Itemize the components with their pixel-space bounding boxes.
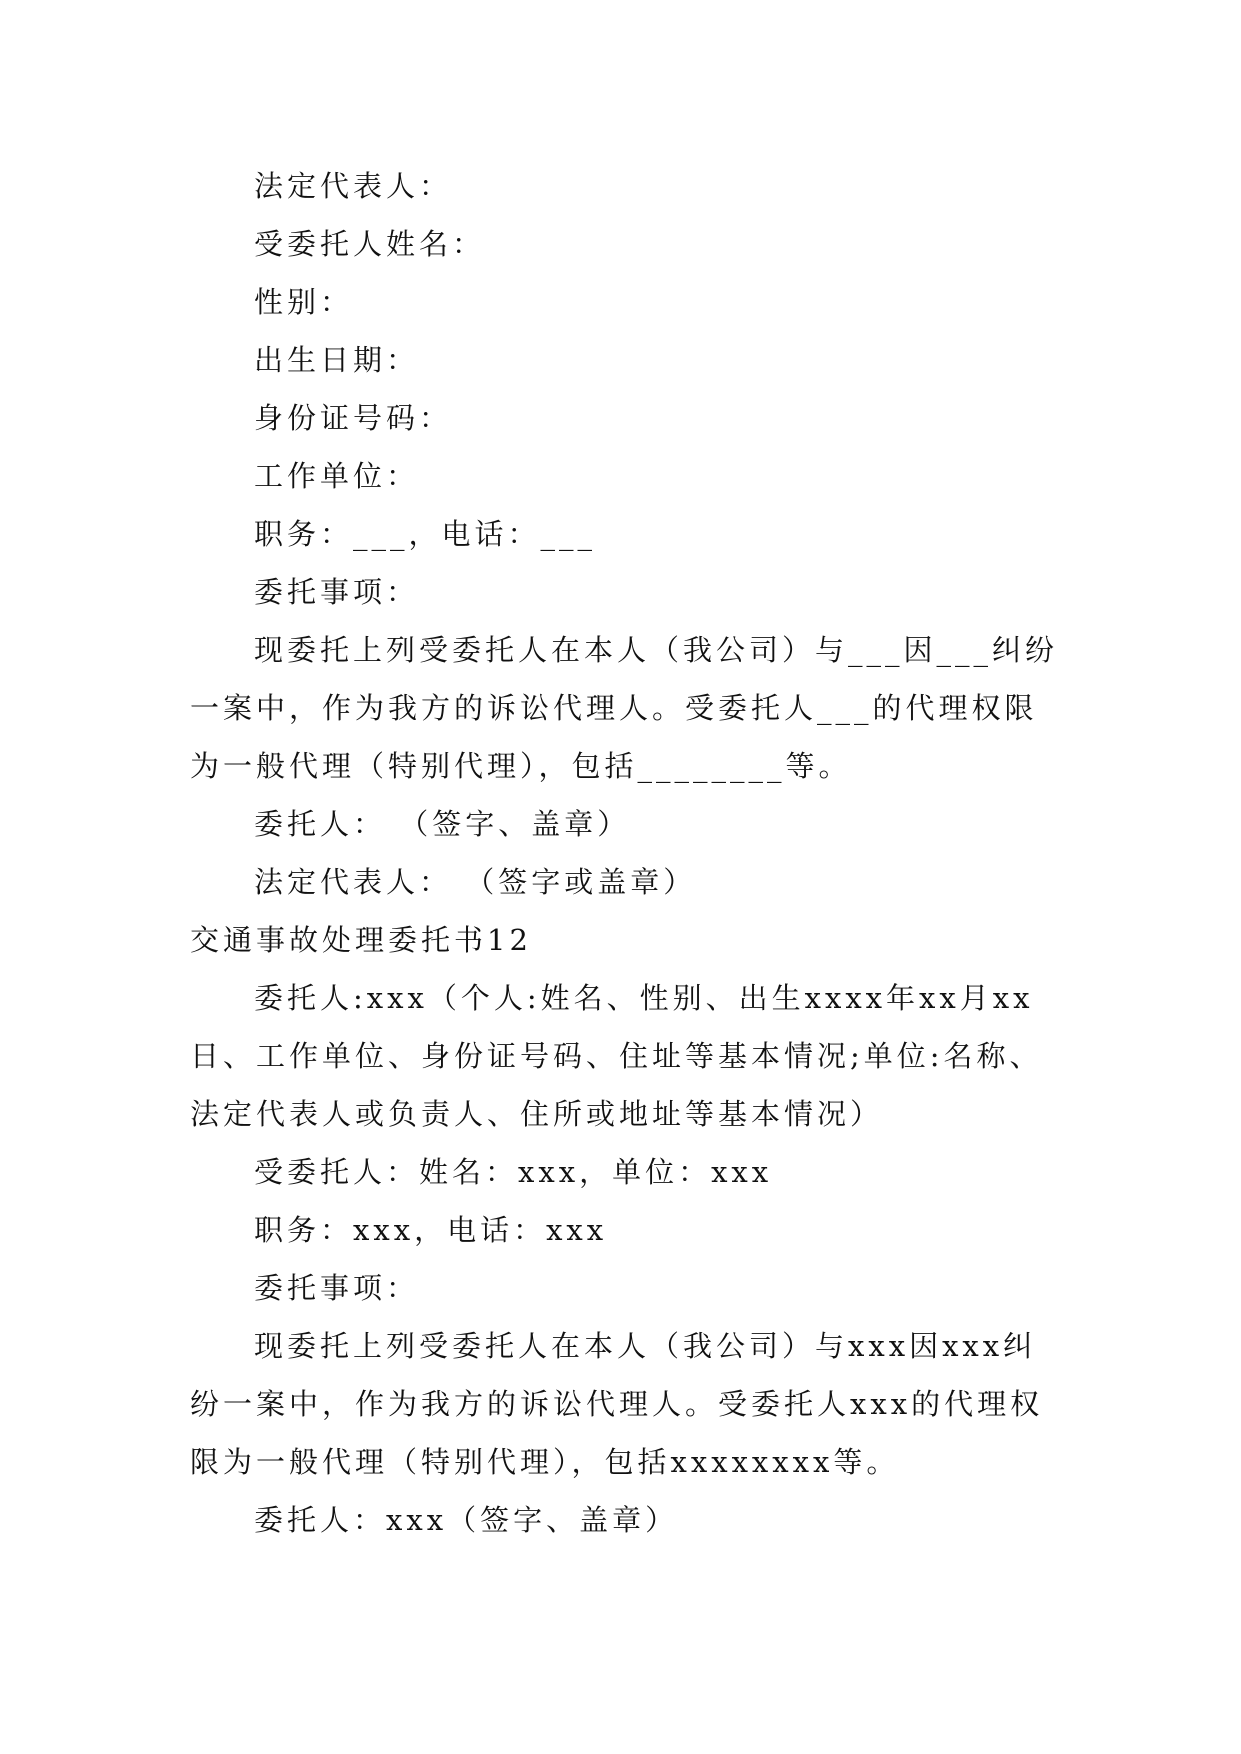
- paragraph-line: 现委托上列受委托人在本人（我公司）与xxx因xxx纠: [254, 1329, 1037, 1363]
- agent-line: 受委托人：姓名：xxx，单位：xxx: [254, 1155, 773, 1189]
- job-phone-field: 职务：___，电话：___: [254, 517, 597, 551]
- paragraph-line: 日、工作单位、身份证号码、住址等基本情况;单位:名称、: [190, 1039, 1043, 1073]
- birth-date-field: 出生日期：: [254, 343, 420, 377]
- paragraph-line: 法定代表人或负责人、住所或地址等基本情况）: [190, 1097, 884, 1131]
- delegation-paragraph-1: [190, 621, 1059, 795]
- id-number-field: 身份证号码：: [254, 401, 453, 435]
- paragraph-line: 现委托上列受委托人在本人（我公司）与___因___纠纷: [254, 633, 1059, 667]
- employer-field: 工作单位：: [254, 459, 420, 493]
- job-line: 职务：xxx，电话：xxx: [254, 1213, 608, 1247]
- legal-rep-field: 法定代表人：: [254, 169, 453, 203]
- principal-signature-line-2: 委托人：xxx（签字、盖章）: [254, 1503, 679, 1537]
- gender-field: 性别：: [254, 285, 354, 319]
- agent-name-field: 受委托人姓名：: [254, 227, 486, 261]
- paragraph-line: 为一般代理（特别代理），包括________等。: [190, 749, 852, 783]
- section-title: 交通事故处理委托书12: [190, 923, 532, 957]
- document-body: [190, 157, 1059, 1549]
- matters-heading: 委托事项：: [254, 575, 420, 609]
- principal-paragraph: [190, 969, 1052, 1143]
- delegation-paragraph-2: [190, 1317, 1052, 1491]
- legal-rep-signature-line: 法定代表人： （签字或盖章）: [254, 865, 697, 899]
- paragraph-line: 限为一般代理（特别代理），包括xxxxxxxx等。: [190, 1445, 900, 1479]
- paragraph-line: 纷一案中，作为我方的诉讼代理人。受委托人xxx的代理权: [190, 1387, 1044, 1421]
- principal-signature-line: 委托人： （签字、盖章）: [254, 807, 631, 841]
- matters-heading-2: 委托事项：: [254, 1271, 420, 1305]
- paragraph-line: 一案中，作为我方的诉讼代理人。受委托人___的代理权限: [190, 691, 1038, 725]
- paragraph-line: 委托人:xxx（个人:姓名、性别、出生xxxx年xx月xx: [254, 981, 1034, 1015]
